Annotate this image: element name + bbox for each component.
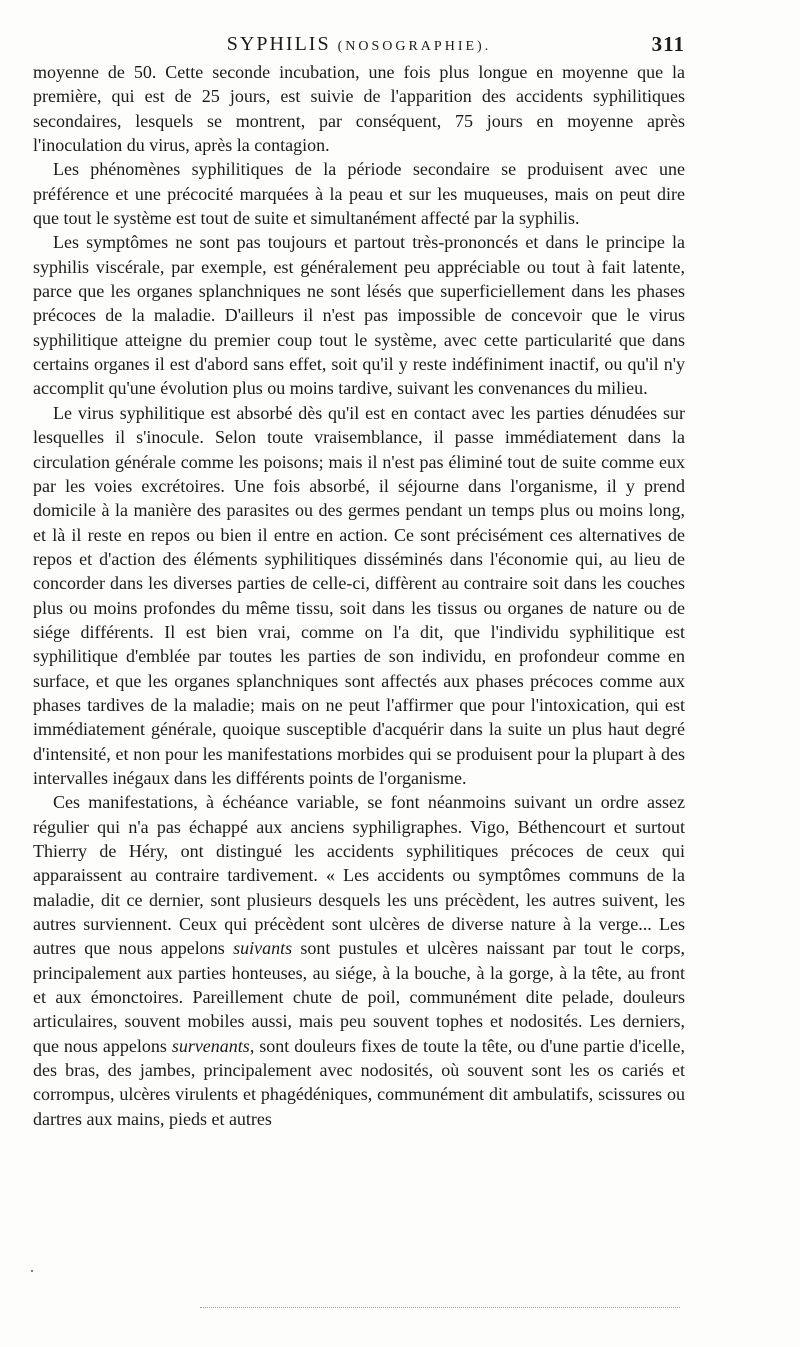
running-head <box>33 12 685 56</box>
paragraph-3: Les symptômes ne sont pas toujours et partout très-prononcés et dans le principe la syphilis viscérale, par exemple, est généralement peu appréciable ou tout à fait latente, parce que les organes splanchniques ne sont lésés que superficiellement dans les phases précoces de la maladie. D'ailleurs il n'est pas impossible de concevoir que le virus syphilitique atteigne du premier coup tout le système, avec cette particularité que dans certains organes il est d'abord sans effet, soit qu'il y reste indéfiniment inactif, ou qu'il n'y accomplit qu'une évolution plus ou moins tardive, suivant les convenances du milieu. <box>33 232 685 399</box>
running-title-main: SYPHILIS <box>226 33 331 55</box>
paragraph-5 <box>33 790 685 1131</box>
paragraph-1: moyenne de 50. Cette seconde incubation, une fois plus longue en moyenne que la première, qui est de 25 jours, est suivie de l'apparition des accidents syphilitiques secondaires, lesquels se montrent, par conséquent, 75 jours en moyenne après l'inoculation du virus, après la contagion. <box>33 62 685 156</box>
bottom-print-marks <box>200 1303 680 1308</box>
italic-term-suivants: suivants <box>233 938 293 959</box>
page-number: 311 <box>651 32 685 56</box>
italic-term-survenants: survenants <box>171 1035 250 1056</box>
paragraph-5-part-2: sont pustules et ulcères naissant par tout le corps, principalement aux parties honteuses, au siége, à la bouche, à la gorge, à la tête, au front et aux émonctoires. Pareillement chute de poil, communément dite pelade, douleurs articulaires, souvent mobiles aussi, mais peu souvent tophes et nodosités. Les derniers, que nous appelons <box>33 938 686 1056</box>
paragraph-2: Les phénomènes syphilitiques de la période secondaire se produisent avec une préférence et une précocité marquées à la peau et sur les muqueuses, mais on peut dire que tout le système est tout de suite et simultanément affecté par la syphilis. <box>33 159 685 229</box>
paragraph-4: Le virus syphilitique est absorbé dès qu'il est en contact avec les parties dénudées sur lesquelles il s'inocule. Selon toute vraisemblance, il passe immédiatement dans la circulation générale comme les poisons; mais il n'est pas éliminé tout de suite comme eux par les voies excrétoires. Une fois absorbé, il séjourne dans l'organisme, il y prend domicile à la manière des parasites ou des germes pendant un temps plus ou moins long, et là il reste en repos ou bien il entre en action. Ce sont précisément ces alternatives de repos et d'action des éléments syphilitiques disséminés dans l'économie qui, au lieu de concorder dans les diverses parties de celle-ci, diffèrent au contraire soit dans les couches plus ou moins profondes du même tissu, soit dans les tissus ou organes de nature ou de siége différents. Il est bien vrai, comme on l'a dit, que l'individu syphilitique est syphilitique d'emblée par toutes les parties de son individu, en profondeur comme en surface, et que les organes splanchniques sont affectés aux phases précoces comme aux phases tardives de la maladie; mais on ne peut l'affirmer que pour l'intoxication, qui est immédiatement générale, quoique susceptible d'acquérir dans la suite un plus haut degré d'intensité, et non pour les manifestations morbides qui se produisent pour la plupart à des intervalles inégaux dans les différents points de l'organisme. <box>33 402 685 788</box>
running-title <box>33 34 685 54</box>
body-text <box>33 60 685 1131</box>
paragraph-5-part-1: Ces manifestations, à échéance variable, se font néanmoins suivant un ordre assez régulier qui n'a pas échappé aux anciens syphiligraphes. Vigo, Béthencourt et surtout Thierry de Héry, ont distingué les accidents syphilitiques précoces de ceux qui apparaissent au contraire tardivement. « Les accidents ou symptômes communs de la maladie, dit ce dernier, sont plusieurs desquels les uns précèdent, les autres suivent, les autres surviennent. Ceux qui précèdent sont ulcères de diverse nature à la verge... Les autres que nous appelons <box>33 792 685 959</box>
paragraph-5-part-3: , sont douleurs fixes de toute la tête, ou d'une partie d'icelle, des bras, des jambes, principalement avec nodosités, où souvent sont les os cariés et corrompus, ulcères virulents et phagédéniques, communément dit ambulatifs, scissures ou dartres aux mains, pieds et autres <box>33 1035 686 1129</box>
running-title-subtitle: (NOSOGRAPHIE). <box>337 39 492 54</box>
print-speck <box>31 1270 33 1272</box>
